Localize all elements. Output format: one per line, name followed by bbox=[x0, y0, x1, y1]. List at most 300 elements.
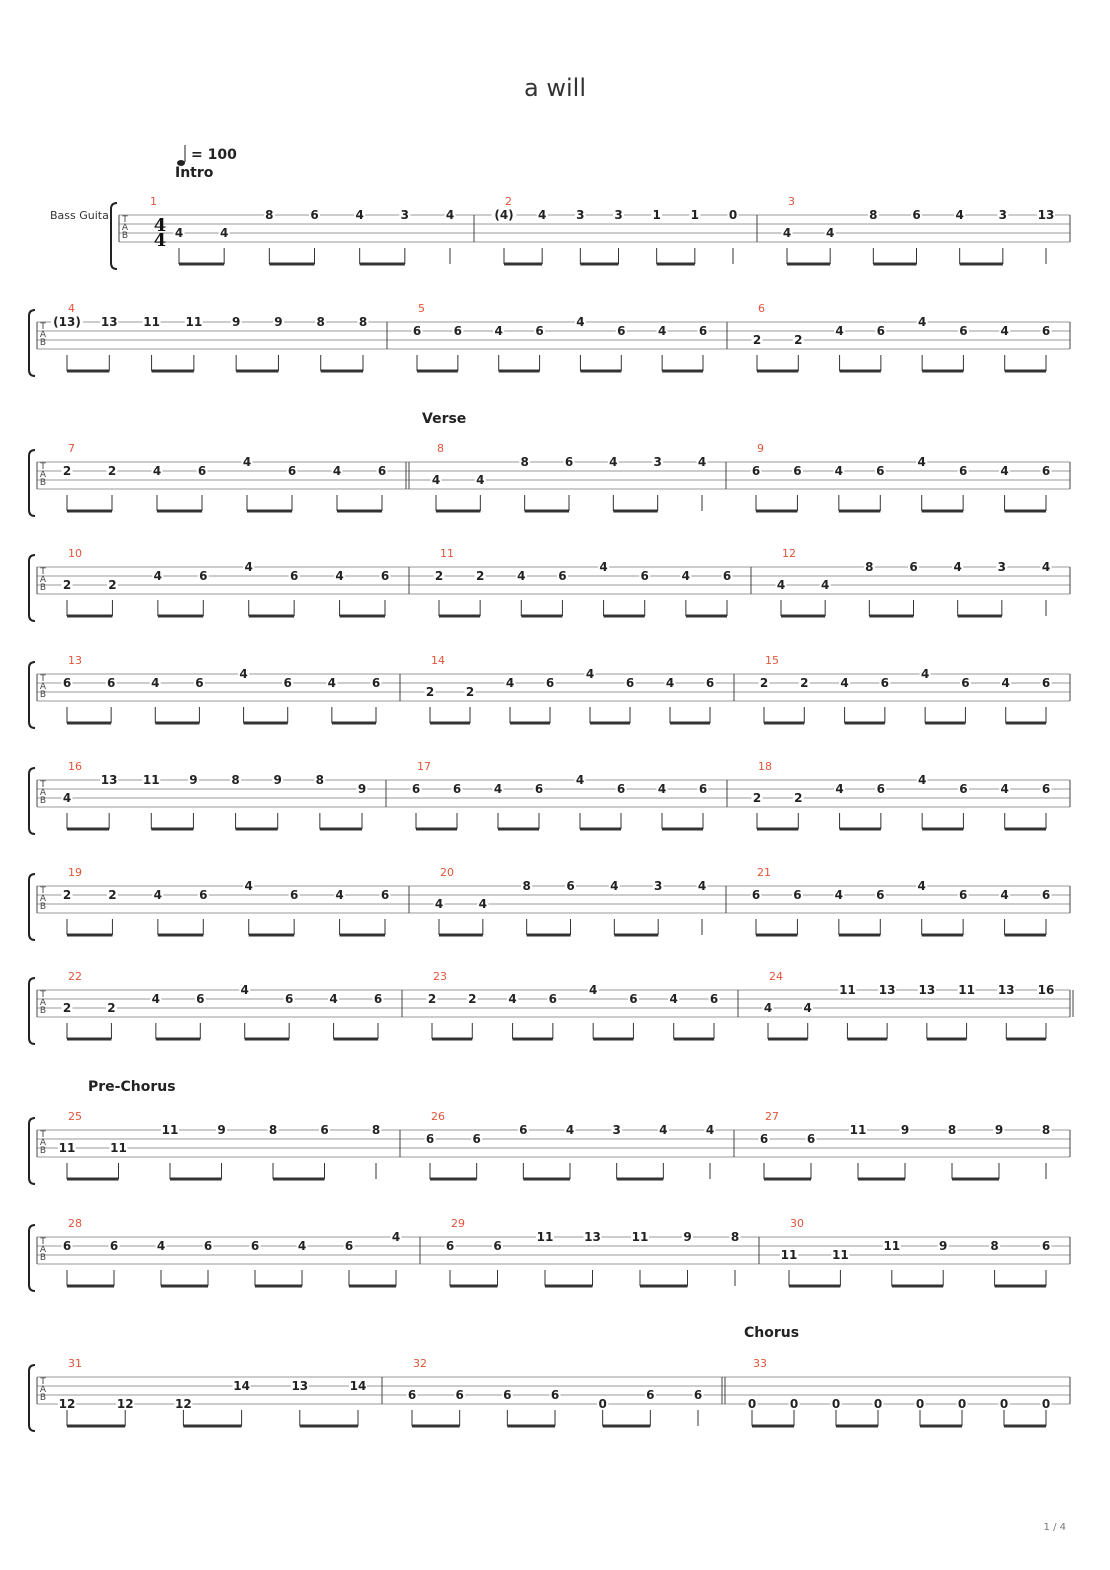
fret-number: 2 bbox=[62, 578, 72, 592]
fret-number: 3 bbox=[653, 455, 662, 469]
fret-number: 14 bbox=[233, 1379, 250, 1393]
fret-number: (13) bbox=[53, 315, 81, 329]
fret-number: 0 bbox=[831, 1397, 841, 1411]
fret-number: 4 bbox=[355, 208, 364, 222]
fret-number: 4 bbox=[476, 473, 485, 487]
tab-clef-letter: T bbox=[122, 215, 128, 225]
fret-number: 6 bbox=[371, 676, 381, 690]
fret-number: 6 bbox=[380, 569, 390, 583]
staff-system-7 bbox=[29, 866, 1070, 940]
measure-number: 22 bbox=[68, 970, 82, 983]
fret-number: 0 bbox=[999, 1397, 1009, 1411]
fret-number: 2 bbox=[425, 685, 435, 699]
fret-number: 0 bbox=[1041, 1397, 1051, 1411]
fret-number: 0 bbox=[957, 1397, 967, 1411]
fret-number: 4 bbox=[917, 315, 927, 329]
instrument-name: Bass Guita bbox=[50, 209, 109, 222]
fret-number: 11 bbox=[832, 1248, 849, 1262]
fret-number: 4 bbox=[953, 560, 962, 574]
fret-number: 8 bbox=[522, 879, 531, 893]
fret-number: 4 bbox=[1000, 888, 1009, 902]
measure-8 bbox=[431, 442, 727, 511]
fret-number: 4 bbox=[955, 208, 964, 222]
fret-number: 6 bbox=[380, 888, 390, 902]
fret-number: 6 bbox=[452, 782, 462, 796]
fret-number: 4 bbox=[575, 773, 585, 787]
fret-number: 4 bbox=[705, 1123, 715, 1137]
fret-number: 8 bbox=[520, 455, 529, 469]
fret-number: 6 bbox=[472, 1132, 481, 1146]
measure-number: 1 bbox=[150, 195, 157, 208]
measure-14 bbox=[425, 654, 735, 723]
system-bracket bbox=[111, 203, 117, 269]
measure-number: 16 bbox=[68, 760, 82, 773]
fret-number: 4 bbox=[239, 667, 248, 681]
fret-number: 6 bbox=[195, 676, 204, 690]
measure-number: 15 bbox=[765, 654, 779, 667]
fret-number: 4 bbox=[917, 773, 927, 787]
tab-clef-letter: T bbox=[40, 462, 46, 472]
measure-22 bbox=[62, 970, 403, 1039]
fret-number: 2 bbox=[465, 685, 475, 699]
measure-number: 4 bbox=[68, 302, 75, 315]
measure-number: 6 bbox=[758, 302, 765, 315]
fret-number: 4 bbox=[782, 226, 792, 240]
fret-number: 6 bbox=[722, 569, 732, 583]
time-signature-bottom: 4 bbox=[153, 230, 167, 251]
fret-number: 6 bbox=[698, 782, 708, 796]
system-bracket bbox=[29, 555, 35, 621]
fret-number: 6 bbox=[806, 1132, 816, 1146]
fret-number: 6 bbox=[519, 1123, 528, 1137]
fret-number: 4 bbox=[297, 1239, 307, 1253]
fret-number: 9 bbox=[994, 1123, 1004, 1137]
fret-number: 4 bbox=[681, 569, 691, 583]
staff-system-11 bbox=[29, 1357, 1070, 1431]
fret-number: 1 bbox=[690, 208, 700, 222]
fret-number: 4 bbox=[517, 569, 526, 583]
measure-6 bbox=[752, 302, 1071, 371]
fret-number: 13 bbox=[997, 983, 1015, 997]
fret-number: 6 bbox=[759, 1132, 769, 1146]
fret-number: 12 bbox=[175, 1397, 192, 1411]
system-bracket bbox=[29, 310, 35, 376]
measure-number: 27 bbox=[765, 1110, 779, 1123]
fret-number: 4 bbox=[576, 315, 585, 329]
measure-number: 23 bbox=[433, 970, 447, 983]
fret-number: 2 bbox=[62, 888, 72, 902]
fret-number: 8 bbox=[265, 208, 274, 222]
staff-system-5 bbox=[29, 654, 1070, 728]
fret-number: 14 bbox=[349, 1379, 367, 1393]
measure-23 bbox=[427, 970, 739, 1039]
tab-clef-letter: A bbox=[39, 330, 47, 340]
fret-number: 2 bbox=[108, 578, 117, 592]
fret-number: 4 bbox=[335, 888, 344, 902]
system-bracket bbox=[29, 978, 35, 1044]
fret-number: 4 bbox=[493, 782, 503, 796]
fret-number: 6 bbox=[959, 782, 968, 796]
measure-27 bbox=[759, 1110, 1071, 1179]
fret-number: 6 bbox=[109, 1239, 119, 1253]
tempo-label: = 100 bbox=[191, 147, 237, 163]
tab-clef-letter: B bbox=[39, 338, 47, 348]
fret-number: 4 bbox=[1000, 464, 1009, 478]
fret-number: 4 bbox=[156, 1239, 166, 1253]
fret-number: 11 bbox=[839, 983, 856, 997]
fret-number: 6 bbox=[425, 1132, 435, 1146]
fret-number: 4 bbox=[657, 324, 667, 338]
fret-number: 13 bbox=[918, 983, 936, 997]
fret-number: 4 bbox=[335, 569, 344, 583]
fret-number: 9 bbox=[900, 1123, 910, 1137]
tab-clef-letter: T bbox=[40, 886, 46, 896]
fret-number: 11 bbox=[143, 315, 160, 329]
measure-19 bbox=[62, 866, 410, 935]
measure-2 bbox=[492, 195, 758, 264]
fret-number: 4 bbox=[478, 897, 488, 911]
fret-number: 2 bbox=[107, 1001, 116, 1015]
fret-number: 6 bbox=[616, 782, 626, 796]
fret-number: 6 bbox=[453, 324, 463, 338]
fret-number: 6 bbox=[455, 1388, 464, 1402]
fret-number: 6 bbox=[196, 992, 205, 1006]
fret-number: 6 bbox=[203, 1239, 213, 1253]
fret-number: 4 bbox=[62, 791, 72, 805]
system-bracket bbox=[29, 450, 35, 516]
fret-number: 0 bbox=[789, 1397, 799, 1411]
fret-number: 4 bbox=[445, 208, 455, 222]
measure-25 bbox=[58, 1110, 400, 1179]
measure-number: 10 bbox=[68, 547, 82, 560]
fret-number: 6 bbox=[344, 1239, 354, 1253]
fret-number: 3 bbox=[576, 208, 585, 222]
measure-number: 30 bbox=[790, 1217, 804, 1230]
fret-number: 4 bbox=[565, 1123, 575, 1137]
fret-number: 4 bbox=[151, 676, 160, 690]
fret-number: 6 bbox=[493, 1239, 502, 1253]
fret-number: 2 bbox=[475, 569, 485, 583]
fret-number: 2 bbox=[108, 888, 117, 902]
fret-number: 6 bbox=[564, 455, 574, 469]
tab-clef-letter: A bbox=[39, 470, 47, 480]
system-bracket bbox=[29, 662, 35, 728]
fret-number: 4 bbox=[240, 983, 249, 997]
measure-number: 26 bbox=[431, 1110, 445, 1123]
fret-number: 4 bbox=[1000, 782, 1009, 796]
fret-number: 11 bbox=[185, 315, 203, 329]
measure-number: 32 bbox=[413, 1357, 427, 1370]
fret-number: 6 bbox=[550, 1388, 560, 1402]
fret-number: 0 bbox=[747, 1397, 757, 1411]
fret-number: 6 bbox=[698, 324, 708, 338]
measure-number: 14 bbox=[431, 654, 445, 667]
fret-number: 6 bbox=[62, 1239, 72, 1253]
system-bracket bbox=[29, 768, 35, 834]
measure-number: 12 bbox=[782, 547, 796, 560]
fret-number: 2 bbox=[62, 464, 72, 478]
fret-number: 13 bbox=[1037, 208, 1055, 222]
fret-number: 0 bbox=[915, 1397, 925, 1411]
measure-number: 19 bbox=[68, 866, 82, 879]
fret-number: 6 bbox=[199, 888, 208, 902]
fret-number: 6 bbox=[445, 1239, 455, 1253]
fret-number: 6 bbox=[1041, 782, 1051, 796]
measure-number: 5 bbox=[418, 302, 425, 315]
fret-number: 6 bbox=[876, 464, 885, 478]
measure-number: 33 bbox=[753, 1357, 767, 1370]
fret-number: 6 bbox=[62, 676, 72, 690]
measure-number: 17 bbox=[417, 760, 431, 773]
fret-number: 4 bbox=[244, 560, 253, 574]
fret-number: 6 bbox=[709, 992, 719, 1006]
measure-13 bbox=[62, 654, 401, 723]
measure-21 bbox=[751, 866, 1071, 935]
fret-number: 4 bbox=[174, 226, 184, 240]
fret-number: 4 bbox=[537, 208, 547, 222]
fret-number: 8 bbox=[231, 773, 240, 787]
staff-system-9 bbox=[29, 1110, 1070, 1184]
fret-number: 2 bbox=[759, 676, 769, 690]
fret-number: 4 bbox=[834, 464, 844, 478]
tab-clef-letter: A bbox=[39, 1385, 47, 1395]
measure-number: 13 bbox=[68, 654, 82, 667]
fret-number: 9 bbox=[939, 1239, 948, 1253]
fret-number: 6 bbox=[411, 782, 421, 796]
fret-number: 2 bbox=[752, 791, 762, 805]
measure-5 bbox=[412, 302, 728, 371]
fret-number: 4 bbox=[917, 879, 926, 893]
fret-number: 6 bbox=[545, 676, 555, 690]
staff-system-6 bbox=[29, 760, 1070, 834]
measure-20 bbox=[434, 866, 727, 935]
fret-number: 3 bbox=[612, 1123, 621, 1137]
fret-number: 6 bbox=[793, 888, 802, 902]
measure-15 bbox=[759, 654, 1071, 723]
fret-number: 11 bbox=[110, 1141, 127, 1155]
tab-clef-letter: A bbox=[39, 894, 47, 904]
measure-number: 8 bbox=[437, 442, 444, 455]
tab-clef-letter: T bbox=[40, 1377, 46, 1387]
tab-clef-letter: B bbox=[39, 796, 47, 806]
fret-number: 3 bbox=[614, 208, 623, 222]
tab-clef-letter: A bbox=[39, 998, 47, 1008]
fret-number: 4 bbox=[917, 455, 926, 469]
fret-number: 6 bbox=[705, 676, 715, 690]
section-label: Chorus bbox=[744, 1325, 800, 1341]
fret-number: 4 bbox=[244, 879, 253, 893]
fret-number: 8 bbox=[990, 1239, 999, 1253]
fret-number: 2 bbox=[800, 676, 809, 690]
fret-number: 16 bbox=[1037, 983, 1055, 997]
fret-number: 4 bbox=[834, 888, 844, 902]
fret-number: 2 bbox=[794, 333, 803, 347]
section-label: Pre-Chorus bbox=[88, 1079, 176, 1095]
fret-number: 13 bbox=[584, 1230, 601, 1244]
fret-number: 8 bbox=[268, 1123, 278, 1137]
fret-number: 4 bbox=[803, 1001, 812, 1015]
measure-10 bbox=[62, 547, 410, 616]
measure-9 bbox=[751, 442, 1071, 511]
fret-number: 6 bbox=[876, 324, 886, 338]
fret-number: 6 bbox=[751, 888, 761, 902]
fret-number: 6 bbox=[373, 992, 383, 1006]
section-label: Verse bbox=[422, 411, 467, 427]
fret-number: 4 bbox=[659, 1123, 668, 1137]
tab-clef-letter: B bbox=[39, 902, 47, 912]
fret-number: 13 bbox=[100, 773, 118, 787]
page-number: 1 / 4 bbox=[1043, 1522, 1066, 1533]
fret-number: 0 bbox=[873, 1397, 883, 1411]
fret-number: 4 bbox=[219, 226, 229, 240]
fret-number: 6 bbox=[751, 464, 761, 478]
fret-number: 4 bbox=[153, 888, 163, 902]
fret-number: 11 bbox=[142, 773, 160, 787]
fret-number: 4 bbox=[825, 226, 835, 240]
fret-number: 2 bbox=[468, 992, 477, 1006]
measure-18 bbox=[752, 760, 1071, 829]
fret-number: 6 bbox=[199, 569, 208, 583]
fret-number: 6 bbox=[503, 1388, 512, 1402]
fret-number: 9 bbox=[217, 1123, 226, 1137]
fret-number: 13 bbox=[878, 983, 896, 997]
fret-number: 6 bbox=[909, 560, 918, 574]
measure-number: 2 bbox=[505, 195, 512, 208]
fret-number: 11 bbox=[883, 1239, 901, 1253]
fret-number: 13 bbox=[100, 315, 118, 329]
fret-number: 4 bbox=[151, 992, 161, 1006]
fret-number: 0 bbox=[728, 208, 738, 222]
fret-number: 11 bbox=[536, 1230, 554, 1244]
measure-31 bbox=[58, 1357, 382, 1426]
song-title: a will bbox=[524, 74, 586, 102]
fret-number: 4 bbox=[242, 455, 252, 469]
fret-number: 6 bbox=[961, 676, 970, 690]
tab-clef-letter: T bbox=[40, 1130, 46, 1140]
measure-24 bbox=[763, 970, 1074, 1039]
fret-number: 4 bbox=[153, 569, 163, 583]
system-bracket bbox=[29, 1225, 35, 1291]
fret-number: 6 bbox=[197, 464, 207, 478]
fret-number: 12 bbox=[58, 1397, 76, 1411]
fret-number: 6 bbox=[646, 1388, 655, 1402]
measure-3 bbox=[782, 195, 1071, 264]
measure-32 bbox=[407, 1357, 726, 1426]
fret-number: 6 bbox=[534, 782, 544, 796]
fret-number: 4 bbox=[820, 578, 830, 592]
fret-number: 4 bbox=[835, 324, 844, 338]
measure-number: 7 bbox=[68, 442, 75, 455]
fret-number: 6 bbox=[106, 676, 116, 690]
fret-number: 2 bbox=[62, 1001, 72, 1015]
fret-number: 6 bbox=[566, 879, 575, 893]
fret-number: 11 bbox=[849, 1123, 867, 1137]
staff-system-4 bbox=[29, 547, 1070, 621]
fret-number: 6 bbox=[1041, 464, 1051, 478]
fret-number: 3 bbox=[997, 560, 1007, 574]
tab-clef-letter: T bbox=[40, 567, 46, 577]
tab-clef-letter: T bbox=[40, 674, 46, 684]
fret-number: 4 bbox=[332, 464, 342, 478]
staff-system-10 bbox=[29, 1217, 1070, 1291]
fret-number: 8 bbox=[371, 1123, 381, 1137]
fret-number: 4 bbox=[1001, 676, 1010, 690]
fret-number: 4 bbox=[327, 676, 337, 690]
fret-number: 2 bbox=[107, 464, 117, 478]
fret-number: 4 bbox=[697, 879, 707, 893]
fret-number: 6 bbox=[284, 992, 294, 1006]
fret-number: 4 bbox=[329, 992, 338, 1006]
fret-number: 6 bbox=[1041, 324, 1051, 338]
fret-number: 6 bbox=[876, 782, 886, 796]
fret-number: 2 bbox=[434, 569, 444, 583]
fret-number: 8 bbox=[358, 315, 368, 329]
fret-number: 9 bbox=[274, 315, 283, 329]
measure-number: 11 bbox=[440, 547, 454, 560]
fret-number: 6 bbox=[693, 1388, 703, 1402]
fret-number: 6 bbox=[876, 888, 885, 902]
fret-number: 6 bbox=[880, 676, 890, 690]
measure-11 bbox=[434, 547, 752, 616]
fret-number: 4 bbox=[840, 676, 849, 690]
tab-clef-letter: A bbox=[39, 575, 47, 585]
fret-number: 4 bbox=[391, 1230, 401, 1244]
fret-number: 6 bbox=[625, 676, 635, 690]
tab-clef-letter: B bbox=[39, 690, 47, 700]
measure-26 bbox=[425, 1110, 735, 1179]
fret-number: 6 bbox=[310, 208, 319, 222]
fret-number: 6 bbox=[959, 324, 968, 338]
fret-number: 6 bbox=[1041, 676, 1051, 690]
fret-number: 6 bbox=[250, 1239, 260, 1253]
tab-clef-letter: T bbox=[40, 322, 46, 332]
fret-number: 11 bbox=[631, 1230, 649, 1244]
fret-number: 4 bbox=[763, 1001, 773, 1015]
fret-number: 6 bbox=[412, 324, 422, 338]
fret-number: 3 bbox=[653, 879, 663, 893]
fret-number: 4 bbox=[610, 879, 619, 893]
fret-number: 8 bbox=[1041, 1123, 1051, 1137]
fret-number: 4 bbox=[434, 897, 444, 911]
fret-number: 4 bbox=[505, 676, 515, 690]
fret-number: 4 bbox=[657, 782, 667, 796]
fret-number: 8 bbox=[316, 315, 325, 329]
measure-33 bbox=[747, 1357, 1071, 1426]
fret-number: 6 bbox=[535, 324, 544, 338]
staff-system-2 bbox=[29, 302, 1070, 376]
fret-number: 6 bbox=[912, 208, 921, 222]
fret-number: 2 bbox=[794, 791, 803, 805]
tab-clef-letter: B bbox=[39, 1146, 47, 1156]
fret-number: 6 bbox=[287, 464, 297, 478]
measure-number: 3 bbox=[788, 195, 795, 208]
systems bbox=[29, 165, 1073, 1431]
tab-clef-letter: B bbox=[39, 1006, 47, 1016]
fret-number: (4) bbox=[494, 208, 514, 222]
fret-number: 11 bbox=[958, 983, 975, 997]
tab-clef-letter: T bbox=[40, 1237, 46, 1247]
fret-number: 6 bbox=[1041, 1239, 1051, 1253]
fret-number: 6 bbox=[289, 569, 299, 583]
fret-number: 4 bbox=[669, 992, 678, 1006]
measure-number: 21 bbox=[757, 866, 771, 879]
fret-number: 4 bbox=[431, 473, 441, 487]
fret-number: 6 bbox=[377, 464, 387, 478]
fret-number: 6 bbox=[629, 992, 638, 1006]
measure-17 bbox=[411, 760, 728, 829]
fret-number: 6 bbox=[283, 676, 292, 690]
fret-number: 6 bbox=[558, 569, 567, 583]
